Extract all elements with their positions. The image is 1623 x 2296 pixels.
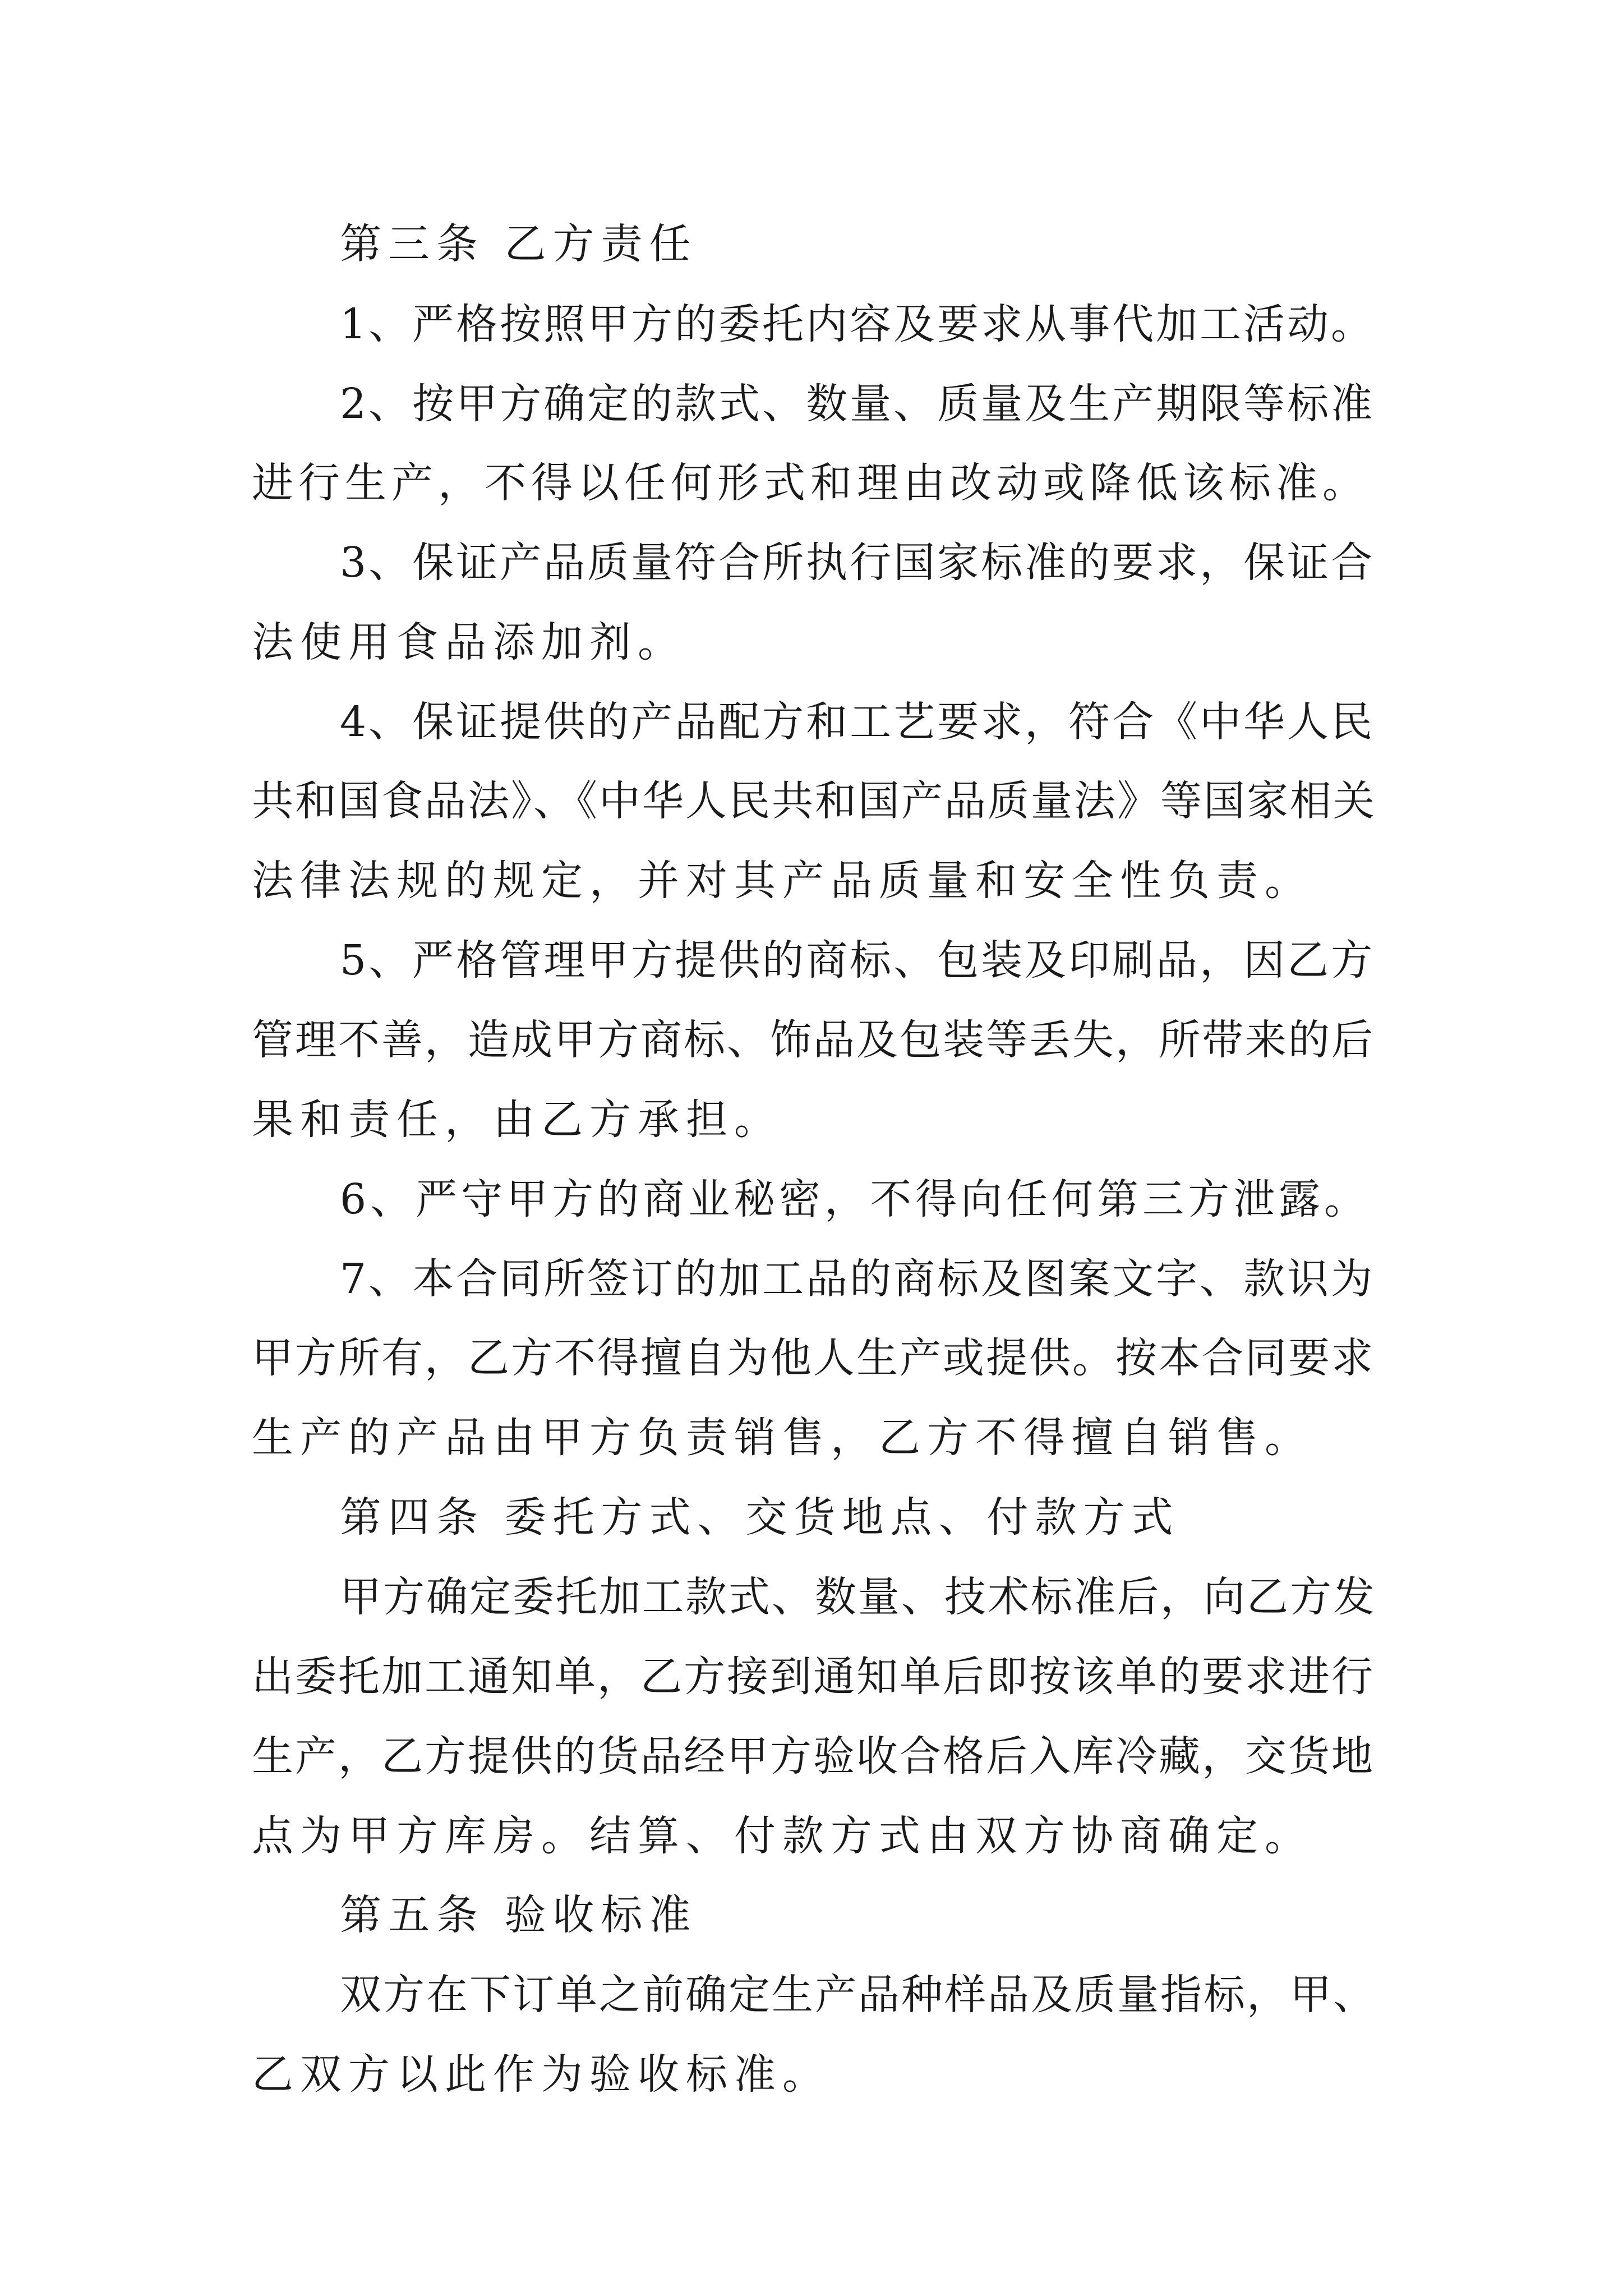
clause-3-5-line-1: 5、严格管理甲方提供的商标、包装及印刷品，因乙方 (340, 936, 1375, 984)
clause-3-2-line-1: 2、按甲方确定的款式、数量、质量及生产期限等标准 (340, 380, 1375, 428)
section-5-line-2: 乙双方以此作为验收标准。 (252, 2050, 831, 2099)
section-4-line-4: 点为甲方库房。结算、付款方式由双方协商确定。 (252, 1812, 1313, 1860)
clause-3-4-line-1: 4、保证提供的产品配方和工艺要求，符合《中华人民 (340, 698, 1375, 746)
section-heading-4: 第四条 委托方式、交货地点、付款方式 (340, 1493, 1180, 1542)
clause-3-5-line-3: 果和责任，由乙方承担。 (252, 1096, 782, 1144)
clause-3-7-line-2: 甲方所有，乙方不得擅自为他人生产或提供。按本合同要求 (252, 1334, 1375, 1382)
section-5-line-1: 双方在下订单之前确定生产品种样品及质量指标，甲、 (340, 1971, 1376, 2019)
clause-3-5-line-2: 管理不善，造成甲方商标、饰品及包装等丢失，所带来的后 (252, 1016, 1375, 1064)
section-heading-3: 第三条 乙方责任 (340, 220, 698, 268)
clause-3-7-line-3: 生产的产品由甲方负责销售，乙方不得擅自销售。 (252, 1414, 1313, 1462)
clause-3-7-line-1: 7、本合同所签订的加工品的商标及图案文字、款识为 (340, 1255, 1375, 1303)
section-heading-5: 第五条 验收标准 (340, 1891, 698, 1939)
clause-3-4-line-3: 法律法规的规定，并对其产品质量和安全性负责。 (252, 857, 1313, 905)
clause-3-2-line-2: 进行生产，不得以任何形式和理由改动或降低该标准。 (252, 459, 1369, 507)
clause-3-4-line-2: 共和国食品法》、《中华人民共和国产品质量法》等国家相关 (252, 777, 1376, 825)
section-4-line-3: 生产，乙方提供的货品经甲方验收合格后入库冷藏，交货地 (252, 1732, 1375, 1780)
clause-3-1: 1、严格按照甲方的委托内容及要求从事代加工活动。 (340, 300, 1375, 348)
section-4-line-1: 甲方确定委托加工款式、数量、技术标准后，向乙方发 (340, 1573, 1376, 1621)
clause-3-3-line-1: 3、保证产品质量符合所执行国家标准的要求，保证合 (340, 539, 1375, 587)
clause-3-3-line-2: 法使用食品添加剂。 (252, 618, 686, 666)
clause-3-6: 6、严守甲方的商业秘密，不得向任何第三方泄露。 (340, 1175, 1370, 1223)
section-4-line-2: 出委托加工通知单，乙方接到通知单后即按该单的要求进行 (252, 1653, 1375, 1701)
